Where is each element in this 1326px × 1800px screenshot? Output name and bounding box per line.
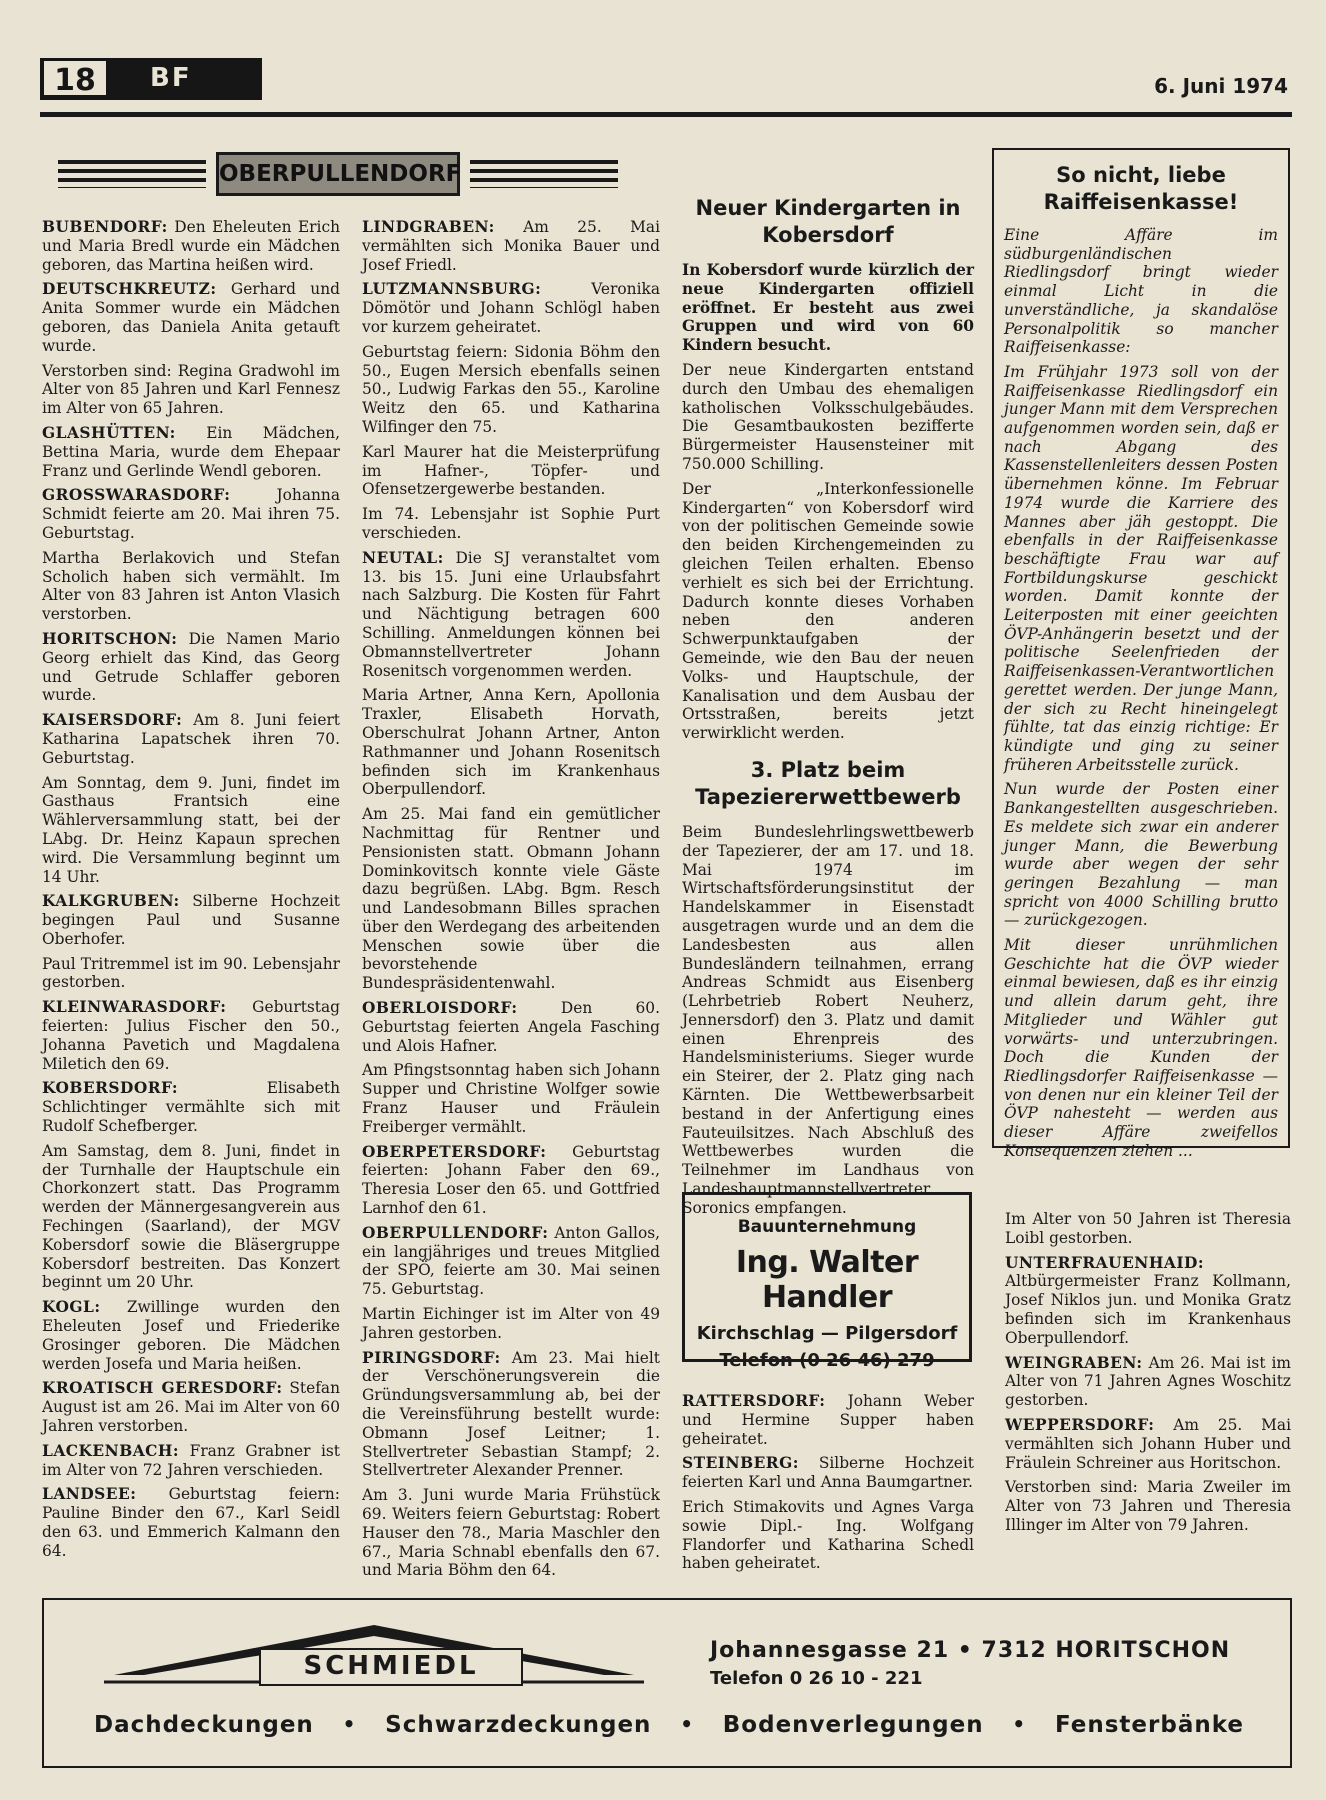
news-text: Am Sonntag, dem 9. Juni, findet im Gasthaus Frantsich eine Wählerversammlung statt, bei der LAbg. Dr. Heinz Kapaun sprechen wird. Die Versammlung beginnt um 14 Uhr. [42,773,340,886]
news-item [362,1305,660,1343]
decorative-stripes-right [470,160,618,188]
news-text: Am 3. Juni wurde Maria Frühstück 69. Weiters feiern Geburtstag: Robert Hauser den 78., Maria Maschler den 67., Maria Schnabl ebenfalls den 67. und Maria Böhm den 64. [362,1486,660,1580]
news-text: Verstorben sind: Maria Zweiler im Alter von 73 Jahren und Theresia Illinger im Alter von 79 Jahren. [1005,1478,1291,1534]
news-item [1005,1210,1291,1248]
town-name: WEINGRABEN: [1005,1353,1143,1372]
news-item [42,362,340,418]
town-name: GROSSWARASDORF: [42,486,231,505]
town-name: KLEINWARASDORF: [42,998,227,1017]
news-item [42,998,340,1073]
news-item [42,1442,340,1480]
raiffeisen-headline: So nicht, liebe Raiffeisenkasse! [1043,163,1239,214]
news-text: Im Alter von 50 Jahren ist Theresia Loibl gestorben. [1005,1210,1291,1247]
tapezierer-headline: 3. Platz beim Tapeziererwettbewerb [695,757,961,809]
news-text: Geburtstag feierten: Johann Faber den 69., Theresia Loser den 65. und Gottfried Larnhof den 61. [362,1142,660,1218]
news-item [42,1298,340,1373]
news-item [682,1498,974,1573]
news-item [362,443,660,499]
news-item [362,1143,660,1218]
news-item [362,280,660,336]
handler-advertisement [682,1192,972,1371]
service-item: Bodenverlegungen [722,1712,984,1738]
news-text: Paul Tritremmel ist im 90. Lebensjahr gestorben. [42,954,340,992]
separator-dot: • [680,1712,694,1736]
ad-address: Johannesgasse 21 • 7312 HORITSCHON [710,1638,1231,1663]
news-item [362,686,660,799]
news-item [362,1349,660,1481]
news-text: Maria Artner, Anna Kern, Apollonia Traxler, Elisabeth Horvath, Oberschulrat Johann Artner, Anton Rathmanner und Johann Rosenitsch befinden sich im Krankenhaus Oberpullendorf. [362,686,660,799]
ad-phone-number: Telefon 0 26 10 - 221 [710,1668,923,1689]
town-name: RATTERSDORF: [682,1392,826,1410]
ad-company-name: Ing. Walter Handler [735,1245,919,1315]
news-text: Am 23. Mai hielt der Verschönerungsverein die Gründungsversammlung ab, bei der die Vereinsführung bestellt wurde: Obmann Josef Leitner; 1. Stellvertreter Sebastian Stampf; 2. Stellvertreter Alexander Prenner. [362,1348,660,1480]
kindergarten-lead: In Kobersdorf wurde kürzlich der neue Kindergarten offiziell eröffnet. Er besteht aus zwei Gruppen und wird von 60 Kindern besucht. [682,261,974,355]
town-name: LANDSEE: [42,1485,137,1504]
section-code: BF [150,63,192,93]
news-item [362,343,660,437]
town-name: KROATISCH GERESDORF: [42,1379,283,1398]
news-text: Geburtstag feiern: Pauline Binder den 67., Karl Seidl den 63. und Emmerich Kalmann den 64. [42,1485,340,1560]
news-item [362,1061,660,1136]
news-item [42,711,340,767]
ad-phone: Telefon (0 26 46) 279 [719,1350,935,1371]
news-item [1005,1416,1291,1472]
news-text: Johann Weber und Hermine Supper haben geheiratet. [682,1392,974,1448]
news-text: Karl Maurer hat die Meisterprüfung im Hafner-, Töpfer- und Ofensetzergewerbe bestanden. [362,442,660,499]
town-name: GLASHÜTTEN: [42,423,176,442]
town-name: UNTERFRAUENHAID: [1005,1253,1205,1272]
news-text: Gerhard und Anita Sommer wurde ein Mädchen geboren, das Daniela Anita getauft wurde. [42,280,340,355]
brand-logo: SCHMIEDL [259,1648,523,1686]
ad-company-type: Bauunternehmung [737,1217,917,1237]
news-text: Am 8. Juni feiert Katharina Lapatschek ihren 70. Geburtstag. [42,711,340,767]
news-item [362,805,660,993]
town-name: KAISERSDORF: [42,711,183,730]
news-column-4 [1005,1210,1291,1541]
town-name: PIRINGSDORF: [362,1348,501,1367]
news-item [362,1486,660,1580]
region-heading [58,152,618,198]
town-name: HORITSCHON: [42,629,178,648]
news-text: Franz Grabner ist im Alter von 72 Jahren verschieden. [42,1441,340,1479]
news-text: Am Pfingstsonntag haben sich Johann Supper und Christine Wolfger sowie Franz Hauser und Fräulein Freiberger vermählt. [362,1061,660,1136]
news-text: Elisabeth Schlichtinger vermählte sich mit Rudolf Schefberger. [42,1079,340,1136]
news-text: Den 60. Geburtstag feierten Angela Fasching und Alois Hafner. [362,999,660,1055]
town-name: DEUTSCHKREUTZ: [42,280,217,299]
news-item [682,1392,974,1448]
news-text: Silberne Hochzeit feierten Karl und Anna Baumgartner. [682,1454,974,1492]
town-name: LINDGRABEN: [362,218,495,236]
news-text: Geburtstag feiern: Sidonia Böhm den 50., Eugen Mersich ebenfalls seinen 50., Ludwig Farkas den 55., Karoline Weitz den 65. und Katharina Wilfinger den 75. [362,342,660,436]
news-item [42,774,340,887]
town-name: OBERPETERSDORF: [362,1142,547,1161]
town-name: KOGL: [42,1298,101,1317]
news-item [682,1454,974,1492]
news-text: Stefan August ist am 26. Mai im Alter von 60 Jahren verstorben. [42,1379,340,1436]
news-text: Martin Eichinger ist im Alter von 49 Jahren gestorben. [362,1305,660,1342]
news-item [42,486,340,542]
news-text: Silberne Hochzeit begingen Paul und Susanne Oberhofer. [42,892,340,948]
news-column-2 [362,218,660,1586]
news-item [42,955,340,993]
separator-dot: • [342,1712,357,1736]
town-name: NEUTAL: [362,548,444,567]
kindergarten-paragraph: Der neue Kindergarten entstand durch den Umbau des ehemaligen katholischen Volksschulgebäudes. Die Gesamtbaukosten bezifferte Bürgermeister Hausensteiner mit 750.000 Schilling. [682,360,974,473]
news-text: Ein Mädchen, Bettina Maria, wurde dem Ehepaar Franz und Gerlinde Wendl geboren. [42,423,340,480]
services-list [94,1712,1244,1738]
news-text: Am Samstag, dem 8. Juni, findet in der Turnhalle der Hauptschule ein Chorkonzert statt. Das Programm werden der Männergesangverein aus Fechingen (Saarland), der MGV Kobersdorf sowie die Bläsergruppe Kobersdorf bestreiten. Das Konzert beginnt um 20 Uhr. [42,1141,340,1292]
news-item [42,218,340,274]
news-item [362,218,660,274]
town-name: LACKENBACH: [42,1441,180,1460]
news-column-3-lower [682,1392,974,1579]
ad-locations: Kirchschlag — Pilgersdorf [696,1323,958,1344]
news-item [42,1379,340,1435]
town-name: WEPPERSDORF: [1005,1415,1155,1434]
issue-date: 6. Juni 1974 [1154,74,1288,98]
raiffeisen-paragraph: Eine Affäre im südburgenländischen Riedlingsdorf bringt wieder einmal Licht in die unverständliche, ja skandalöse Personalpolitik so mancher Raiffeisenkasse: [1004,226,1278,357]
town-name: OBERLOISDORF: [362,999,518,1018]
news-text: Verstorben sind: Regina Gradwohl im Alter von 85 Jahren und Karl Fennesz im Alter von 65 Jahren. [42,361,340,418]
news-item [42,1485,340,1560]
news-text: Den Eheleuten Erich und Maria Bredl wurde ein Mädchen geboren, das Martina heißen wird. [42,218,340,274]
news-text: Johanna Schmidt feierte am 20. Mai ihren 75. Geburtstag. [42,486,340,542]
news-item [1005,1254,1291,1348]
news-item [42,280,340,355]
news-item [42,1142,340,1292]
news-item [362,549,660,681]
news-text: Anton Gallos, ein langjähriges und treues Mitglied der SPÖ, feierte am 30. Mai seinen 75. Geburtstag. [362,1223,660,1299]
news-item [42,424,340,480]
tapezierer-paragraph: Beim Bundeslehrlingswettbewerb der Tapezierer, der am 17. und 18. Mai 1974 im Wirtschaftsförderungsinstitut der Handelskammer in Eisenstadt ausgetragen wurde und an dem die Landesbesten aus allen Bundesländern teilnahmen, errang Andreas Schmidt aus Eisenberg (Lehrbetrieb Robert Neuherz, Jennersdorf) den 3. Platz und damit einen Ehrenpreis des Handelsministeriums. Sieger wurde ein Steirer, der 2. Platz ging nach Kärnten. Die Wettbewerbsarbeit bestand in der Anfertigung eines Fauteuilsitzes. Nach Abschluß des Wettbewerbes wurden die Teilnehmer im Landhaus von Landeshauptmannstellvertreter Soronics empfangen. [682,822,974,1217]
town-name: BUBENDORF: [42,218,168,236]
town-name: KALKGRUBEN: [42,892,180,911]
news-column-3 [682,195,974,1224]
news-item [42,630,340,705]
separator-dot: • [1012,1712,1027,1736]
news-text: Erich Stimakovits und Agnes Varga sowie Dipl.- Ing. Wolfgang Flandorfer und Katharina Schedl haben geheiratet. [682,1497,974,1573]
news-item [42,549,340,624]
service-item: Schwarzdeckungen [385,1712,652,1738]
page-number: 18 [44,61,106,95]
kindergarten-paragraph: Der „Interkonfessionelle Kindergarten“ von Kobersdorf wird von der politischen Gemeinde sowie den beiden Kirchengemeinden zu gleichen Teilen erhalten. Ebenso verhielt es sich bei der Errichtung. Dadurch konnte dieses Vorhaben neben den anderen Schwerpunktaufgaben der Gemeinde, wie den Bau der neuen Volks- und Hauptschule, der Kanalisation und dem Ausbau der Ortsstraßen, bereits jetzt verwirklicht werden. [682,479,974,743]
page-header-badge [40,58,262,100]
news-text: Veronika Dömötör und Johann Schlögl haben vor kurzem geheiratet. [362,280,660,336]
town-name: KOBERSDORF: [42,1079,179,1098]
news-text: Geburtstag feierten: Julius Fischer den 50., Johanna Pavetich und Magdalena Miletich den 69. [42,998,340,1073]
header-rule [40,112,1292,117]
news-text: Altbürgermeister Franz Kollmann, Josef Niklos jun. und Monika Gratz befinden sich im Krankenhaus Oberpullendorf. [1005,1272,1291,1347]
news-text: Am 25. Mai vermählten sich Monika Bauer und Josef Friedl. [362,218,660,274]
news-text: Martha Berlakovich und Stefan Scholich haben sich vermählt. Im Alter von 83 Jahren ist Anton Vlasich verstorben. [42,548,340,624]
raiffeisen-paragraph: Nun wurde der Posten einer Bankangestellten ausgeschrieben. Es meldete sich zwar ein anderer junger Mann, die Bewerbung wurde aber wegen der sehr geringen Bezahlung — man spricht von 4000 Schilling brutto — zurückgezogen. [1004,780,1278,930]
news-item [42,1079,340,1135]
kindergarten-headline: Neuer Kindergarten in Kobersdorf [695,196,961,247]
news-item [362,999,660,1055]
town-name: STEINBERG: [682,1454,799,1473]
news-item [362,1224,660,1299]
decorative-stripes-left [58,160,206,188]
news-text: Am 26. Mai ist im Alter von 71 Jahren Agnes Woschitz gestorben. [1005,1353,1291,1410]
news-item [42,892,340,948]
raiffeisen-commentary-box [992,148,1290,1160]
news-text: Zwillinge wurden den Eheleuten Josef und Friederike Grosinger geboren. Die Mädchen werden Josefa und Maria heißen. [42,1298,340,1373]
news-text: Die SJ veranstaltet vom 13. bis 15. Juni eine Urlaubsfahrt nach Salzburg. Die Kosten für Fahrt und Nächtigung betragen 600 Schilling. Anmeldungen können bei Obmannstellvertreter Johann Rosenitsch vorgenommen werden. [362,548,660,680]
news-text: Die Namen Mario Georg erhielt das Kind, das Georg und Getrude Schlaffer geboren wurde. [42,629,340,705]
town-name: OBERPULLENDORF: [362,1223,549,1242]
news-text: Am 25. Mai fand ein gemütlicher Nachmittag für Rentner und Pensionisten statt. Obmann Johann Dominkovitsch konnte viele Gäste dazu begrüßen. LAbg. Bgm. Resch und Landesobmann Billes sprachen über den Werdegang des arbeitenden Menschen sowie über die bevorstehende Bundespräsidentenwahl. [362,805,660,993]
service-item: Dachdeckungen [94,1712,314,1738]
schmiedl-advertisement [42,1598,1292,1768]
news-item [362,505,660,543]
news-column-1 [42,218,340,1567]
news-item [1005,1354,1291,1410]
service-item: Fensterbänke [1054,1712,1244,1738]
news-item [1005,1478,1291,1534]
news-text: Am 25. Mai vermählten sich Johann Huber und Fräulein Schreiner aus Horitschon. [1005,1415,1291,1472]
town-name: LUTZMANNSBURG: [362,280,542,299]
news-text: Im 74. Lebensjahr ist Sophie Purt verschieden. [362,505,660,542]
region-title: OBERPULLENDORF [216,152,460,196]
raiffeisen-paragraph: Mit dieser unrühmlichen Geschichte hat die ÖVP wieder einmal bewiesen, daß es ihr einzig und allein darum geht, ihre Mitglieder und Wähler gut vorwärts- und unterzubringen. Doch die Kunden der Riedlingsdorfer Raiffeisenkasse — von denen nur ein kleiner Teil der ÖVP nahesteht — werden aus dieser Affäre zweifellos Konsequenzen ziehen ... [1004,936,1278,1160]
raiffeisen-paragraph: Im Frühjahr 1973 soll von der Raiffeisenkasse Riedlingsdorf ein junger Mann mit dem Versprechen aufgenommen worden sein, daß er nach Abgang des Kassenstellenleiters dessen Posten übernehmen könne. Im Februar 1974 wurde die Karriere des Mannes aber jäh gestoppt. Die ebenfalls in der Raiffeisenkasse beschäftigte Frau war auf Fortbildungskurse geschickt worden. Damit konnte der Leiterposten mit einer geeichten ÖVP-Anhängerin besetzt und der politische Seelenfrieden der Raiffeisenkassen-Verantwortlichen gerettet werden. Der junge Mann, der sich zu Recht hineingelegt fühlte, tat das einzig richtige: Er kündigte und ging zu seiner früheren Arbeitsstelle zurück. [1004,362,1278,774]
